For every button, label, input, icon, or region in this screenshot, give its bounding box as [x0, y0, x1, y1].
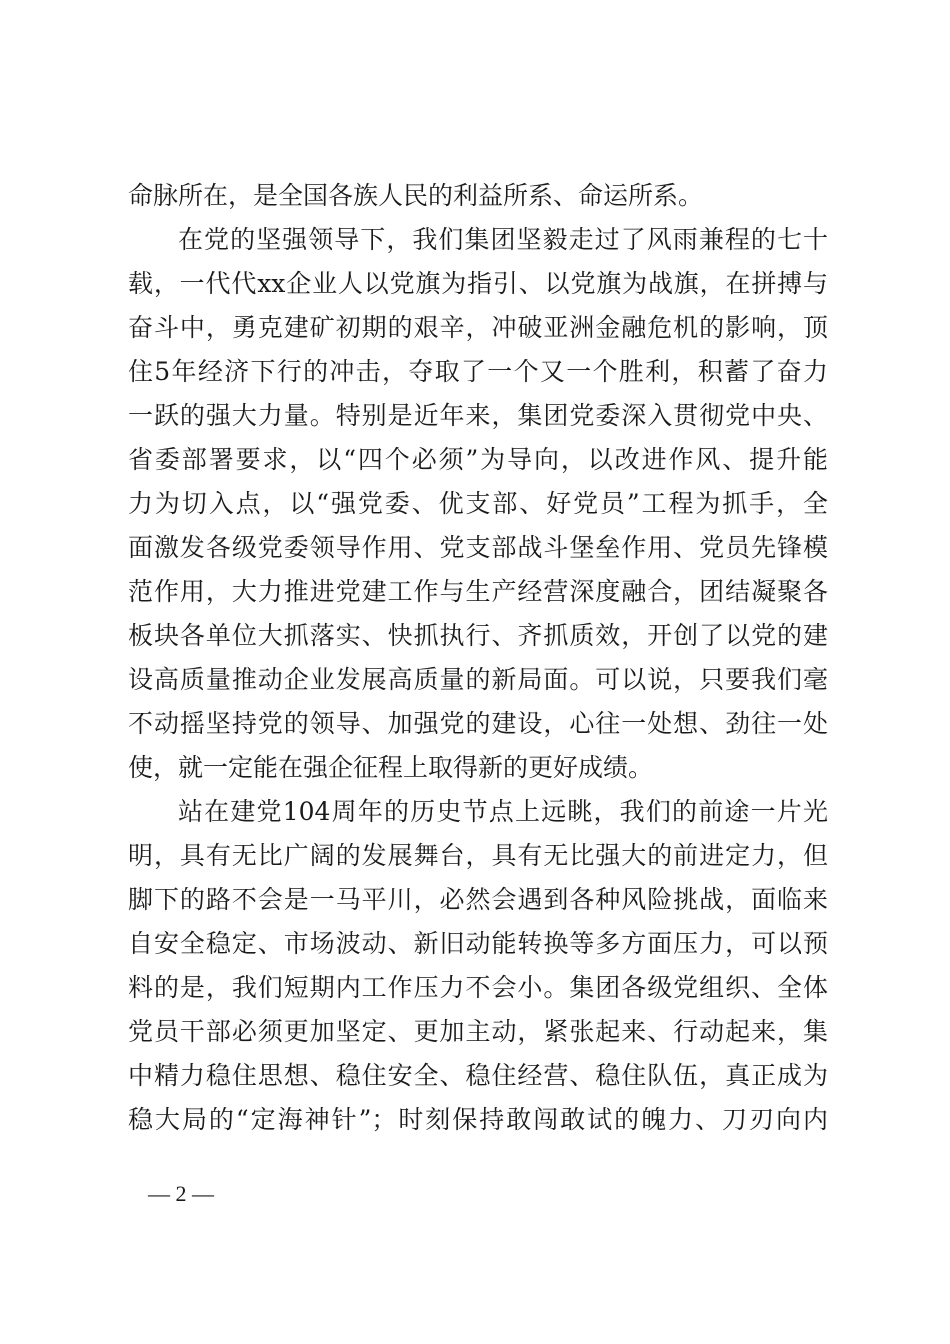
paragraph-3-line-5: 料的是，我们短期内工作压力不会小。集团各级党组织、全体	[128, 973, 828, 1002]
page-number: — 2 —	[148, 1181, 214, 1206]
paragraph-2-line-5: 一跃的强大力量。特别是近年来，集团党委深入贯彻党中央、	[128, 401, 828, 430]
paragraph-2-line-8: 面激发各级党委领导作用、党支部战斗堡垒作用、党员先锋模	[128, 533, 828, 562]
paragraph-2-line-13: 使，就一定能在强企征程上取得新的更好成绩。	[128, 753, 654, 782]
paragraph-2-line-2: 载，一代代xx企业人以党旗为指引、以党旗为战旗，在拼搏与	[128, 269, 828, 298]
paragraph-2-line-3: 奋斗中，勇克建矿初期的艰辛，冲破亚洲金融危机的影响，顶	[128, 313, 828, 342]
paragraph-3-line-8: 稳大局的“定海神针”；时刻保持敢闯敢试的魄力、刀刃向内	[128, 1105, 828, 1134]
paragraph-2-line-9: 范作用，大力推进党建工作与生产经营深度融合，团结凝聚各	[128, 577, 828, 606]
paragraph-1-line-1: 命脉所在，是全国各族人民的利益所系、命运所系。	[128, 181, 704, 210]
paragraph-3-line-2: 明，具有无比广阔的发展舞台，具有无比强大的前进定力，但	[128, 841, 828, 870]
paragraph-3-line-3: 脚下的路不会是一马平川，必然会遇到各种风险挑战，面临来	[128, 885, 828, 914]
paragraph-2-line-12: 不动摇坚持党的领导、加强党的建设，心往一处想、劲往一处	[128, 709, 828, 738]
paragraph-2-line-10: 板块各单位大抓落实、快抓执行、齐抓质效，开创了以党的建	[128, 621, 828, 650]
paragraph-2-line-6: 省委部署要求，以“四个必须”为导向，以改进作风、提升能	[128, 445, 828, 474]
paragraph-3-line-7: 中精力稳住思想、稳住安全、稳住经营、稳住队伍，真正成为	[128, 1061, 828, 1090]
body-text	[128, 174, 828, 1142]
paragraph-2-line-7: 力为切入点，以“强党委、优支部、好党员”工程为抓手，全	[128, 489, 828, 518]
paragraph-3-line-1: 站在建党104周年的历史节点上远眺，我们的前途一片光	[178, 797, 828, 826]
paragraph-3-line-4: 自安全稳定、市场波动、新旧动能转换等多方面压力，可以预	[128, 929, 828, 958]
paragraph-2-line-4: 住5年经济下行的冲击，夺取了一个又一个胜利，积蓄了奋力	[128, 357, 828, 386]
paragraph-2-line-11: 设高质量推动企业发展高质量的新局面。可以说，只要我们毫	[128, 665, 828, 694]
paragraph-3-line-6: 党员干部必须更加坚定、更加主动，紧张起来、行动起来，集	[128, 1017, 828, 1046]
paragraph-2-line-1: 在党的坚强领导下，我们集团坚毅走过了风雨兼程的七十	[178, 225, 828, 254]
